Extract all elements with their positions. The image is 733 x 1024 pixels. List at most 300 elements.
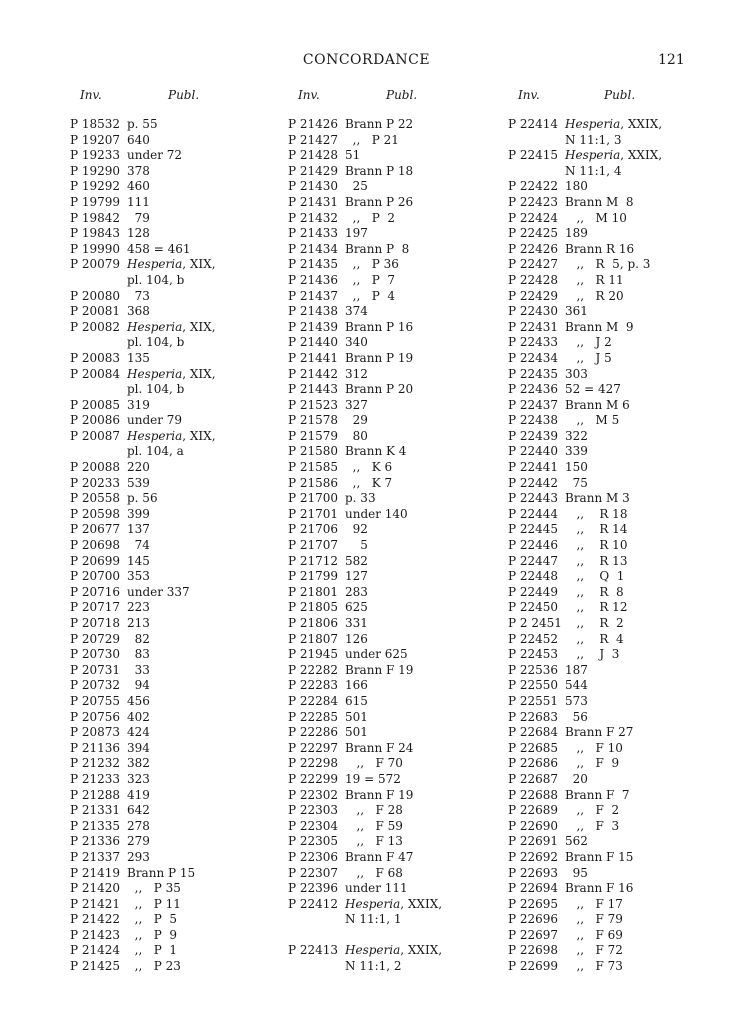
concordance-row <box>508 569 718 585</box>
publication-reference: Hesperia, XXIX, <box>345 943 443 958</box>
concordance-row <box>508 710 718 726</box>
publication-reference: ,, P 35 <box>127 881 181 896</box>
inv-number: P 20084 <box>70 366 121 381</box>
concordance-row <box>508 538 718 554</box>
inv-number: P 21707 <box>288 538 339 553</box>
concordance-row <box>508 226 718 242</box>
inv-number: P 22439 <box>508 428 559 443</box>
concordance-row <box>508 772 718 788</box>
concordance-row <box>508 756 718 772</box>
publication-reference: Brann P 16 <box>345 319 414 334</box>
inv-number: P 20081 <box>70 304 121 319</box>
inv-number <box>70 444 127 460</box>
concordance-row <box>508 179 718 195</box>
column-header <box>288 88 488 117</box>
inv-number: P 20700 <box>70 569 121 584</box>
concordance-row <box>288 429 488 445</box>
publication-reference: 166 <box>345 678 368 693</box>
publication-reference: ,, P 7 <box>345 272 396 287</box>
concordance-row <box>288 491 488 507</box>
concordance-row <box>508 959 718 975</box>
concordance-row <box>70 444 270 460</box>
concordance-row <box>70 273 270 289</box>
inv-number: P 22430 <box>508 304 559 319</box>
inv-number: P 22551 <box>508 693 559 708</box>
inv-number: P 21580 <box>288 444 339 459</box>
inv-number: P 20082 <box>70 319 121 334</box>
concordance-row <box>70 585 270 601</box>
concordance-row <box>70 195 270 211</box>
publication-reference: 189 <box>565 226 588 241</box>
publication-reference: Brann F 15 <box>565 849 634 864</box>
inv-number: P 22302 <box>288 787 339 802</box>
inv-number: P 22691 <box>508 834 559 849</box>
concordance-row <box>508 148 718 164</box>
publication-reference: Hesperia, XIX, <box>127 257 216 272</box>
concordance-row <box>288 320 488 336</box>
concordance-row <box>288 211 488 227</box>
publication-reference: 33 <box>127 662 150 677</box>
inv-number: P 2 2451 <box>508 616 562 630</box>
inv-number: P 21806 <box>288 616 339 630</box>
inv-number: P 21136 <box>70 740 121 755</box>
concordance-row <box>508 304 718 320</box>
publication-reference: Hesperia, XIX, <box>127 428 216 443</box>
concordance-row <box>508 585 718 601</box>
concordance-row <box>288 242 488 258</box>
publication-reference: 75 <box>565 475 588 490</box>
concordance-row <box>70 211 270 227</box>
publication-reference: 79 <box>127 210 150 225</box>
concordance-row <box>288 382 488 398</box>
inv-number: P 22693 <box>508 865 559 880</box>
publication-reference: 353 <box>127 569 150 584</box>
publication-reference: 327 <box>345 397 368 412</box>
concordance-row <box>70 928 270 944</box>
inv-number: P 22424 <box>508 210 559 225</box>
inv-number: P 19207 <box>70 132 121 147</box>
inv-number: P 22433 <box>508 335 559 350</box>
inv-number: P 22442 <box>508 475 559 490</box>
publication-reference: Brann F 19 <box>345 662 414 677</box>
publication-reference: Hesperia, XXIX, <box>565 117 663 131</box>
inv-number <box>70 382 127 398</box>
concordance-row <box>70 382 270 398</box>
column-rows <box>508 117 718 975</box>
concordance-row <box>288 678 488 694</box>
concordance-row <box>508 834 718 850</box>
inv-number: P 22698 <box>508 943 559 958</box>
inv-number: P 20079 <box>70 257 121 272</box>
publication-reference: 92 <box>345 522 368 537</box>
concordance-row <box>70 476 270 492</box>
concordance-row <box>288 819 488 835</box>
publication-reference: 539 <box>127 475 150 490</box>
concordance-row <box>70 257 270 273</box>
publication-reference: ,, P 36 <box>345 257 399 272</box>
inv-number: P 22303 <box>288 803 339 818</box>
concordance-row <box>70 866 270 882</box>
inv-number: P 22695 <box>508 896 559 911</box>
concordance-column-1 <box>70 88 270 975</box>
inv-number: P 21232 <box>70 756 121 771</box>
concordance-row <box>288 850 488 866</box>
concordance-row <box>288 803 488 819</box>
concordance-row <box>288 710 488 726</box>
publication-reference: N 11:1, 4 <box>565 163 622 178</box>
inv-number: P 22414 <box>508 117 559 131</box>
concordance-row <box>70 179 270 195</box>
publication-reference: ,, J 2 <box>565 335 612 350</box>
publication-reference: p. 56 <box>127 491 158 506</box>
publication-reference: 278 <box>127 818 150 833</box>
concordance-row <box>508 663 718 679</box>
publication-reference: ,, F 10 <box>565 740 623 755</box>
publication-reference: Brann P 8 <box>345 241 410 256</box>
concordance-row <box>288 554 488 570</box>
inv-number <box>508 164 565 180</box>
inv-number: P 22306 <box>288 849 339 864</box>
concordance-row <box>288 632 488 648</box>
inv-number: P 22694 <box>508 881 559 896</box>
publication-reference: ,, R 13 <box>565 553 628 568</box>
inv-number: P 19843 <box>70 226 121 241</box>
publication-reference: p. 55 <box>127 117 158 131</box>
publication-reference: ,, M 10 <box>565 210 627 225</box>
publication-reference: 456 <box>127 693 150 708</box>
inv-number <box>70 273 127 289</box>
inv-number: P 20233 <box>70 475 121 490</box>
publication-reference: 399 <box>127 506 150 521</box>
inv-number: P 21799 <box>288 569 339 584</box>
publication-reference: 582 <box>345 553 368 568</box>
inv-number: P 22699 <box>508 959 559 974</box>
publication-reference: pl. 104, b <box>127 335 185 350</box>
inv-number: P 21420 <box>70 881 121 896</box>
inv-number: P 22450 <box>508 600 559 615</box>
concordance-row <box>70 522 270 538</box>
publication-reference: 368 <box>127 304 150 319</box>
concordance-row <box>70 429 270 445</box>
publication-reference: 126 <box>345 631 368 646</box>
publ-header: Publ. <box>386 88 418 102</box>
publication-reference: Brann K 4 <box>345 444 407 459</box>
publication-reference: under 140 <box>345 506 408 521</box>
concordance-row <box>288 117 488 133</box>
inv-number: P 22688 <box>508 787 559 802</box>
inv-number: P 22284 <box>288 693 339 708</box>
inv-number: P 22446 <box>508 538 559 553</box>
inv-number: P 21437 <box>288 288 339 303</box>
inv-number: P 21801 <box>288 584 339 599</box>
inv-number: P 21288 <box>70 787 121 802</box>
inv-number: P 22431 <box>508 319 559 334</box>
concordance-row <box>288 148 488 164</box>
inv-number: P 19799 <box>70 194 121 209</box>
publication-reference: ,, R 12 <box>565 600 628 615</box>
publication-reference: Hesperia, XXIX, <box>565 148 663 163</box>
publication-reference: Brann P 26 <box>345 194 414 209</box>
publication-reference: Brann F 7 <box>565 787 630 802</box>
concordance-row <box>508 398 718 414</box>
inv-number: P 22689 <box>508 803 559 818</box>
column-rows <box>70 117 270 975</box>
publication-reference: 340 <box>345 335 368 350</box>
publication-reference: ,, F 13 <box>345 834 403 849</box>
concordance-row <box>508 819 718 835</box>
publication-reference: 501 <box>345 725 368 740</box>
publication-reference: Hesperia, XIX, <box>127 319 216 334</box>
concordance-row <box>70 912 270 928</box>
inv-number: P 21441 <box>288 350 339 365</box>
concordance-row <box>508 881 718 897</box>
inv-number: P 22687 <box>508 771 559 786</box>
publication-reference: pl. 104, b <box>127 382 185 397</box>
publication-reference: Brann P 20 <box>345 382 414 397</box>
concordance-row <box>70 959 270 975</box>
publication-reference: Brann M 3 <box>565 491 630 506</box>
concordance-row <box>508 647 718 663</box>
publication-reference: ,, F 68 <box>345 865 403 880</box>
inv-number <box>70 335 127 351</box>
inv-number: P 22435 <box>508 366 559 381</box>
publication-reference: 73 <box>127 288 150 303</box>
inv-number: P 22683 <box>508 709 559 724</box>
inv-number: P 21337 <box>70 849 121 864</box>
publication-reference: 95 <box>565 865 588 880</box>
concordance-row <box>508 897 718 913</box>
publication-reference: 74 <box>127 538 150 553</box>
publication-reference: 293 <box>127 849 150 864</box>
concordance-row <box>70 663 270 679</box>
publication-reference: ,, K 7 <box>345 475 393 490</box>
publication-reference: 137 <box>127 522 150 537</box>
inv-number: P 21579 <box>288 428 339 443</box>
inv-number: P 21427 <box>288 132 339 147</box>
concordance-row <box>508 164 718 180</box>
publication-reference: Brann F 24 <box>345 740 414 755</box>
publication-reference: ,, R 14 <box>565 522 628 537</box>
concordance-row <box>70 756 270 772</box>
publication-reference: ,, R 10 <box>565 538 628 553</box>
publication-reference: 150 <box>565 460 588 475</box>
inv-number: P 20087 <box>70 428 121 443</box>
inv-number: P 20699 <box>70 553 121 568</box>
inv-number: P 21945 <box>288 647 339 662</box>
concordance-row <box>508 382 718 398</box>
publication-reference: under 625 <box>345 647 408 662</box>
publication-reference: Brann M 9 <box>565 319 634 334</box>
concordance-row <box>508 554 718 570</box>
inv-number: P 22686 <box>508 756 559 771</box>
inv-number: P 22412 <box>288 896 339 911</box>
publication-reference: 331 <box>345 616 368 630</box>
concordance-row <box>288 476 488 492</box>
publication-reference: 29 <box>345 413 368 428</box>
concordance-row <box>70 226 270 242</box>
inv-number <box>288 912 345 928</box>
inv-number: P 21442 <box>288 366 339 381</box>
concordance-row <box>508 741 718 757</box>
inv-number: P 21331 <box>70 803 121 818</box>
concordance-row <box>70 897 270 913</box>
concordance-row <box>508 866 718 882</box>
concordance-row <box>288 912 488 928</box>
publication-reference: 424 <box>127 725 150 740</box>
publication-reference: Brann P 19 <box>345 350 414 365</box>
inv-number: P 22428 <box>508 272 559 287</box>
concordance-row <box>288 569 488 585</box>
inv-number: P 21435 <box>288 257 339 272</box>
concordance-row <box>288 725 488 741</box>
concordance-row <box>508 476 718 492</box>
publication-reference: 94 <box>127 678 150 693</box>
inv-number: P 22423 <box>508 194 559 209</box>
concordance-row <box>70 632 270 648</box>
inv-number: P 22692 <box>508 849 559 864</box>
inv-number: P 19990 <box>70 241 121 256</box>
inv-number: P 20873 <box>70 725 121 740</box>
publication-reference: 625 <box>345 600 368 615</box>
publication-reference: 128 <box>127 226 150 241</box>
inv-number: P 22550 <box>508 678 559 693</box>
inv-number: P 22445 <box>508 522 559 537</box>
concordance-row <box>288 647 488 663</box>
publication-reference: ,, F 9 <box>565 756 620 771</box>
concordance-row <box>70 507 270 523</box>
inv-number: P 22448 <box>508 569 559 584</box>
inv-number: P 21335 <box>70 818 121 833</box>
publication-reference: Brann P 18 <box>345 163 414 178</box>
publication-reference: ,, F 28 <box>345 803 403 818</box>
concordance-row <box>70 741 270 757</box>
publication-reference: Brann F 16 <box>565 881 634 896</box>
page-title: CONCORDANCE <box>302 52 431 68</box>
inv-number: P 22697 <box>508 927 559 942</box>
concordance-row <box>70 164 270 180</box>
publication-reference: ,, F 17 <box>565 896 623 911</box>
concordance-row <box>70 148 270 164</box>
inv-number: P 22434 <box>508 350 559 365</box>
concordance-row <box>508 507 718 523</box>
publication-reference: under 111 <box>345 881 408 896</box>
publication-reference: 419 <box>127 787 150 802</box>
publication-reference: Hesperia, XXIX, <box>345 896 443 911</box>
inv-number: P 19233 <box>70 148 121 163</box>
inv-number: P 21425 <box>70 959 121 974</box>
concordance-row <box>508 117 718 133</box>
inv-number: P 22690 <box>508 818 559 833</box>
concordance-row <box>508 413 718 429</box>
inv-number: P 22425 <box>508 226 559 241</box>
inv-number: P 20731 <box>70 662 121 677</box>
concordance-row <box>288 600 488 616</box>
inv-number: P 22444 <box>508 506 559 521</box>
concordance-row <box>288 943 488 959</box>
inv-number: P 20080 <box>70 288 121 303</box>
inv-number: P 20698 <box>70 538 121 553</box>
inv-number: P 20756 <box>70 709 121 724</box>
inv-number: P 20085 <box>70 397 121 412</box>
inv-number: P 22449 <box>508 584 559 599</box>
publication-reference: 51 <box>345 148 361 163</box>
concordance-row <box>508 351 718 367</box>
inv-number: P 21805 <box>288 600 339 615</box>
inv-number: P 22453 <box>508 647 559 662</box>
inv-number: P 21336 <box>70 834 121 849</box>
column-rows <box>288 117 488 975</box>
publication-reference: ,, F 72 <box>565 943 623 958</box>
publication-reference: 642 <box>127 803 150 818</box>
inv-number: P 21434 <box>288 241 339 256</box>
concordance-row <box>70 335 270 351</box>
publication-reference: 339 <box>565 444 588 459</box>
publication-reference: ,, F 79 <box>565 912 623 927</box>
publication-reference: 180 <box>565 179 588 194</box>
publication-reference: 458 = 461 <box>127 241 191 256</box>
concordance-row <box>70 304 270 320</box>
inv-number: P 22536 <box>508 662 559 677</box>
publication-reference: 145 <box>127 553 150 568</box>
concordance-row <box>288 585 488 601</box>
concordance-row <box>508 803 718 819</box>
concordance-row <box>508 912 718 928</box>
inv-number: P 22441 <box>508 460 559 475</box>
publication-reference: ,, J 5 <box>565 350 612 365</box>
concordance-row <box>508 367 718 383</box>
inv-number: P 20086 <box>70 413 121 428</box>
inv-number: P 22307 <box>288 865 339 880</box>
publication-reference: Hesperia, XIX, <box>127 366 216 381</box>
concordance-row <box>70 117 270 133</box>
concordance-row <box>70 320 270 336</box>
concordance-row <box>288 226 488 242</box>
inv-number: P 21429 <box>288 163 339 178</box>
publication-reference: ,, F 59 <box>345 818 403 833</box>
concordance-row <box>508 725 718 741</box>
publication-reference: ,, F 70 <box>345 756 403 771</box>
publ-header: Publ. <box>168 88 200 102</box>
concordance-row <box>70 242 270 258</box>
publication-reference: ,, P 4 <box>345 288 396 303</box>
inv-number: P 21440 <box>288 335 339 350</box>
concordance-row <box>508 943 718 959</box>
concordance-row <box>70 616 270 632</box>
inv-number: P 22684 <box>508 725 559 740</box>
concordance-row <box>288 881 488 897</box>
inv-number: P 21439 <box>288 319 339 334</box>
concordance-row <box>508 600 718 616</box>
publication-reference: 82 <box>127 631 150 646</box>
concordance-row <box>288 897 488 913</box>
publication-reference: ,, F 2 <box>565 803 620 818</box>
inv-number: P 20598 <box>70 506 121 521</box>
inv-number: P 20718 <box>70 616 121 630</box>
concordance-row <box>288 928 488 944</box>
concordance-row <box>508 522 718 538</box>
inv-number: P 22305 <box>288 834 339 849</box>
inv-number: P 21419 <box>70 865 121 880</box>
inv-number: P 21443 <box>288 382 339 397</box>
publication-reference: ,, F 3 <box>565 818 620 833</box>
publication-reference: 25 <box>345 179 368 194</box>
inv-header: Inv. <box>518 88 540 102</box>
concordance-row <box>70 600 270 616</box>
publication-reference: Brann F 27 <box>565 725 634 740</box>
concordance-row <box>70 772 270 788</box>
concordance-row <box>70 819 270 835</box>
inv-number: P 22283 <box>288 678 339 693</box>
